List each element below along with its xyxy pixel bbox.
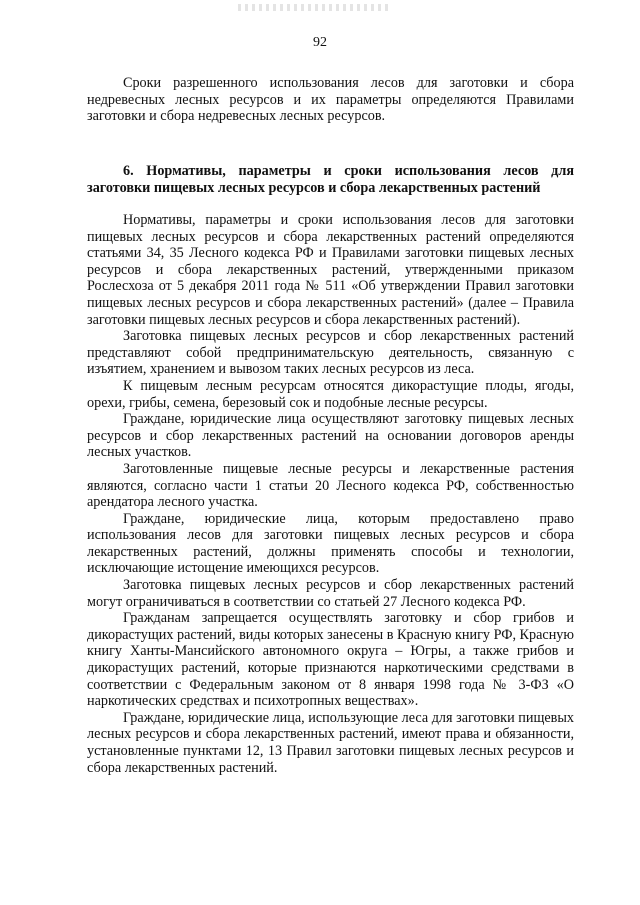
body-paragraph: Граждане, юридические лица осуществляют заготовку пищевых лесных ресурсов и сбор лекарственных растений на основании договоров аренды лесных участков. xyxy=(87,411,574,461)
body-paragraph: Гражданам запрещается осуществлять заготовку и сбор грибов и дикорастущих растений, виды которых занесены в Красную книгу РФ, Красную книгу Ханты-Мансийского автономного округа – Югры, а также грибов и дикорастущих растений, которые признаются наркотическими средствами в соответствии с Федеральным законом от 8 января 1998 года № 3-ФЗ «О наркотических средствах и психотропных веществах». xyxy=(87,610,574,710)
body-paragraph: Граждане, юридические лица, использующие леса для заготовки пищевых лесных ресурсов и сбора лекарственных растений, имеют права и обязанности, установленные пунктами 12, 13 Правил заготовки пищевых лесных ресурсов и сбора лекарственных растений. xyxy=(87,709,574,776)
body-paragraph: Заготовка пищевых лесных ресурсов и сбор лекарственных растений могут ограничиваться в соответствии со статьей 27 Лесного кодекса РФ. xyxy=(87,577,574,610)
intro-block xyxy=(87,75,574,125)
body-paragraph: Граждане, юридические лица, которым предоставлено право использования лесов для заготовки пищевых лесных ресурсов и сбора лекарственных растений, должны применять способы и технологии, исключающие истощение имеющихся ресурсов. xyxy=(87,510,574,577)
section-body xyxy=(87,212,574,776)
intro-paragraph: Сроки разрешенного использования лесов для заготовки и сбора недревесных лесных ресурсов и их параметры определяются Правилами заготовки и сбора недревесных лесных ресурсов. xyxy=(87,75,574,125)
body-paragraph: К пищевым лесным ресурсам относятся дикорастущие плоды, ягоды, орехи, грибы, семена, березовый сок и подобные лесные ресурсы. xyxy=(87,377,574,411)
body-paragraph: Заготовленные пищевые лесные ресурсы и лекарственные растения являются, согласно части 1 статьи 20 Лесного кодекса РФ, собственностью арендатора лесного участка. xyxy=(87,460,574,511)
body-paragraph: Заготовка пищевых лесных ресурсов и сбор лекарственных растений представляют собой предпринимательскую деятельность, связанную с изъятием, хранением и вывозом таких лесных ресурсов из леса. xyxy=(87,328,574,378)
section-heading: 6. Нормативы, параметры и сроки использования лесов для заготовки пищевых лесных ресурсов и сбора лекарственных растений xyxy=(87,163,574,196)
body-paragraph: Нормативы, параметры и сроки использования лесов для заготовки пищевых лесных ресурсов и сбора лекарственных растений определяются статьями 34, 35 Лесного кодекса РФ и Правилами заготовки пищевых лесных ресурсов и сбора лекарственных растений, утвержденными приказом Рослесхоза от 5 декабря 2011 года № 511 «Об утверждении Правил заготовки пищевых лесных ресурсов и сбора лекарственных растений» (далее – Правила заготовки пищевых лесных ресурсов и сбора лекарственных растений). xyxy=(87,212,574,328)
page-number: 92 xyxy=(313,35,327,50)
scan-artifact xyxy=(238,4,388,11)
